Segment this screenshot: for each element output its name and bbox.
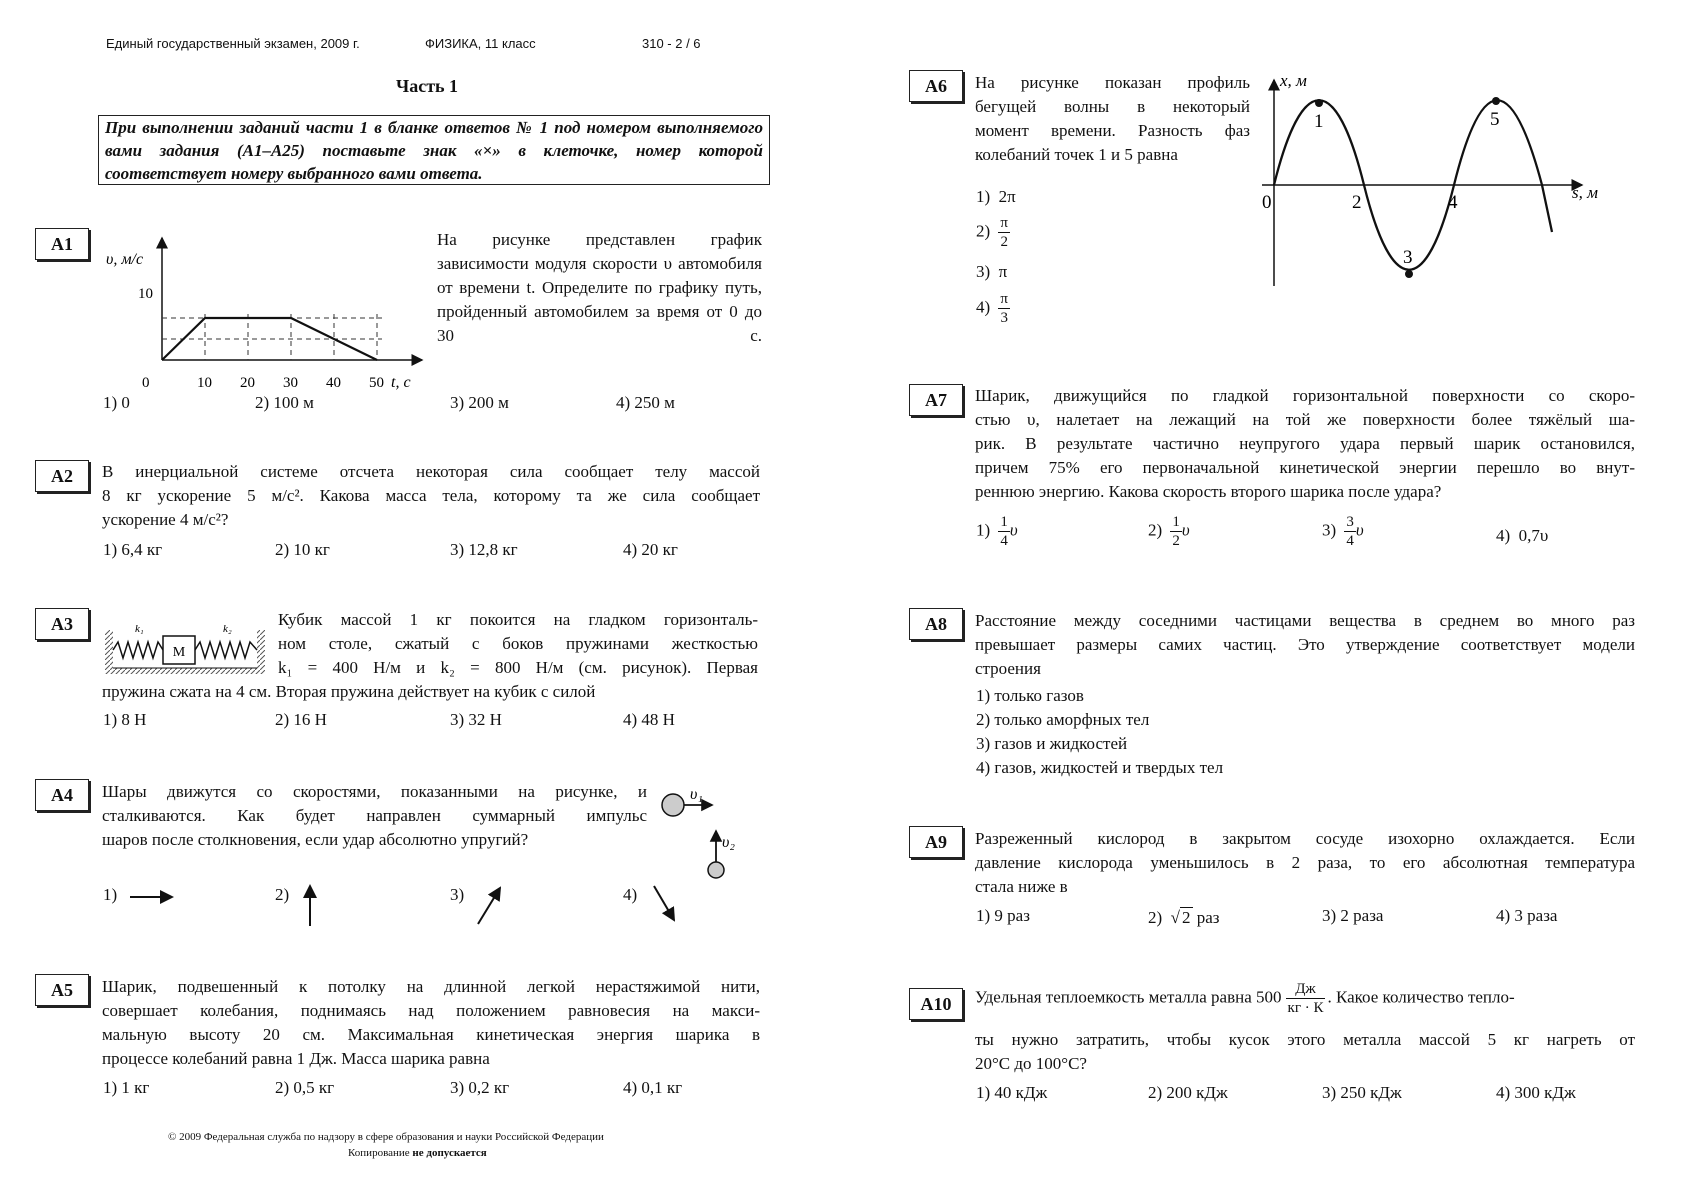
a7-option-1[interactable]: 1) $\frac{1}{4}$ υ [976, 514, 1018, 549]
instruction-box: При выполнении заданий части 1 в бланке ответов № 1 под номером выполняемого вами задания (А1–А25) поставьте знак «×» в клеточке, номер которой соответствует номеру выбранного вами ответа. [98, 115, 770, 185]
a4-line-3: шаров после столкновения, если удар абсолютно упругий? [102, 830, 529, 849]
a4-balls-figure [650, 775, 750, 885]
a10-line-2: ты нужно затратить, чтобы кусок этого металла массой 5 кг нагреть от [975, 1030, 1635, 1049]
a6-option-1[interactable]: 1) 2π [976, 187, 1016, 206]
part-title: Часть 1 [396, 76, 459, 96]
a5-option-3[interactable]: 3) 0,2 кг [450, 1078, 510, 1097]
a1-option-3[interactable]: 3) 200 м [450, 393, 509, 412]
a2-option-1[interactable]: 1) 6,4 кг [103, 540, 163, 559]
task-label-a5: A5 [35, 974, 89, 1006]
svg-text:2: 2 [1352, 192, 1362, 213]
svg-text:k₂: k₂ [223, 623, 232, 635]
a1-xtick-50: 50 [369, 375, 384, 391]
a10-line-3: 20°С до 100°С? [975, 1054, 1087, 1073]
a1-option-1[interactable]: 1) 0 [103, 393, 130, 412]
a3-line-4: пружина сжата на 4 см. Вторая пружина действует на кубик с силой [102, 682, 596, 701]
a10-option-3[interactable]: 3) 250 кДж [1322, 1083, 1402, 1102]
a6-line-1: На рисунке показан профиль [975, 73, 1250, 92]
a1-xtick-0: 0 [142, 375, 150, 391]
a7-option-3[interactable]: 3) $\frac{3}{4}$ υ [1322, 514, 1364, 549]
a8-option-4[interactable]: 4) газов, жидкостей и твердых тел [976, 758, 1224, 777]
task-label-a2: A2 [35, 460, 89, 492]
a6-line-4: колебаний точек 1 и 5 равна [975, 145, 1178, 164]
a2-line-1: В инерциальной системе отсчета некоторая сила сообщает телу массой [102, 462, 760, 481]
a3-option-3[interactable]: 3) 32 Н [450, 710, 502, 729]
a5-line-4: процессе колебаний равна 1 Дж. Масса шарика равна [102, 1049, 490, 1068]
a8-option-3[interactable]: 3) газов и жидкостей [976, 734, 1128, 753]
a9-line-1: Разреженный кислород в закрытом сосуде изохорно охлаждается. Если [975, 829, 1635, 848]
a2-option-4[interactable]: 4) 20 кг [623, 540, 678, 559]
footer-copying: Копирование не допускается [348, 1147, 487, 1159]
arrow-up-right-icon [474, 880, 514, 928]
a9-option-4[interactable]: 4) 3 раза [1496, 906, 1558, 925]
a3-line-2: ном столе, сжатый с боков пружинами жесткостью [278, 634, 758, 653]
task-label-a8: A8 [909, 608, 963, 640]
task-label-a3: A3 [35, 608, 89, 640]
a9-option-1[interactable]: 1) 9 раз [976, 906, 1030, 925]
a3-option-4[interactable]: 4) 48 Н [623, 710, 675, 729]
a1-velocity-chart [100, 230, 430, 395]
a3-spring-1 [113, 642, 163, 658]
a5-option-2[interactable]: 2) 0,5 кг [275, 1078, 335, 1097]
svg-text:υ₁: υ₁ [690, 786, 703, 803]
svg-text:1: 1 [1314, 111, 1324, 132]
a7-line-1: Шарик, движущийся по гладкой горизонтальной поверхности со скоро- [975, 386, 1635, 405]
arrow-up-icon [300, 880, 320, 928]
a4-line-2: сталкиваются. Как будет направлен суммарный импульс [102, 806, 647, 825]
svg-text:4: 4 [1448, 192, 1458, 213]
a10-option-1[interactable]: 1) 40 кДж [976, 1083, 1048, 1102]
header-exam: Единый государственный экзамен, 2009 г. [106, 36, 360, 51]
a2-option-3[interactable]: 3) 12,8 кг [450, 540, 518, 559]
a9-option-2[interactable]: 2) √ 2 раз [1148, 908, 1220, 927]
a6-option-4[interactable]: 4) $\frac{\pi}{3}$ [976, 291, 1008, 326]
a1-xtick-20: 20 [240, 375, 255, 391]
a6-option-2[interactable]: 2) $\frac{\pi}{2}$ [976, 215, 1008, 250]
a9-line-3: стала ниже в [975, 877, 1068, 896]
footer-copyright: © 2009 Федеральная служба по надзору в сфере образования и науки Российской Федерации [168, 1131, 604, 1143]
svg-text:3: 3 [1403, 247, 1413, 268]
a9-line-2: давление кислорода уменьшилось в 2 раза, то его абсолютная температура [975, 853, 1635, 872]
svg-text:0: 0 [1262, 192, 1272, 213]
svg-text:υ₂: υ₂ [722, 834, 735, 851]
arrow-down-right-icon [648, 880, 688, 928]
a3-line-3: k₁ = 400 Н/м и k₂ = 800 Н/м (см. рисунок). Первая [278, 658, 758, 677]
task-label-a4: A4 [35, 779, 89, 811]
task-label-a1: A1 [35, 228, 89, 260]
a2-option-2[interactable]: 2) 10 кг [275, 540, 330, 559]
a3-springs-figure [105, 620, 265, 675]
a1-xtick-40: 40 [326, 375, 341, 391]
a1-text: На рисунке представлен график зависимости модуля скорости υ автомобиля от времени t. Определите по графику путь, пройденный автомобилем за время от 0 до 30 с. [437, 230, 762, 345]
header-code: 310 - 2 / 6 [642, 36, 701, 51]
a3-spring-2 [195, 642, 257, 658]
a10-option-2[interactable]: 2) 200 кДж [1148, 1083, 1228, 1102]
a6-line-2: бегущей волны в некоторый [975, 97, 1250, 116]
a8-line-1: Расстояние между соседними частицами вещества в среднем во много раз [975, 611, 1635, 630]
a1-xtick-10: 10 [197, 375, 212, 391]
a6-line-3: момент времени. Разность фаз [975, 121, 1250, 140]
a7-option-2[interactable]: 2) $\frac{1}{2}$ υ [1148, 514, 1190, 549]
svg-text:s, м: s, м [1572, 183, 1598, 202]
a8-line-2: превышает размеры самих частиц. Это утверждение соответствует модели [975, 635, 1635, 654]
svg-text:5: 5 [1490, 109, 1500, 130]
a2-line-2: 8 кг ускорение 5 м/с². Какова масса тела, которому та же сила сообщает [102, 486, 760, 505]
a5-line-2: совершает колебания, поднимаясь над положением равновесия на макси- [102, 1001, 760, 1020]
task-label-a9: A9 [909, 826, 963, 858]
svg-text:k₁: k₁ [135, 623, 144, 635]
a4-line-1: Шары движутся со скоростями, показанными на рисунке, и [102, 782, 647, 801]
a1-xlabel: t, с [391, 374, 411, 391]
svg-text:M: M [172, 645, 186, 660]
a4-ball-1 [662, 794, 684, 816]
a3-option-2[interactable]: 2) 16 Н [275, 710, 327, 729]
header-subject: ФИЗИКА, 11 класс [425, 36, 536, 51]
a5-line-1: Шарик, подвешенный к потолку на длинной легкой нерастяжимой нити, [102, 977, 760, 996]
task-label-a7: A7 [909, 384, 963, 416]
a7-line-3: рик. В результате частично неупругого удара первый шарик остановился, [975, 434, 1635, 453]
a10-option-4[interactable]: 4) 300 кДж [1496, 1083, 1576, 1102]
a7-line-4: причем 75% его первоначальной кинетической энергии перешло во внут- [975, 458, 1635, 477]
a4-option-3[interactable]: 3) [450, 885, 465, 904]
a4-option-4[interactable]: 4) [623, 885, 638, 904]
a1-option-2[interactable]: 2) 100 м [255, 393, 314, 412]
svg-text:x, м: x, м [1280, 71, 1307, 90]
a4-ball-2 [708, 862, 724, 878]
a10-line-1: Удельная теплоемкость металла равна 500 $\frac{Дж}{кг \cdot К}$ . Какое количество тепло- [975, 981, 1515, 1016]
a6-option-3[interactable]: 3) π [976, 262, 1008, 281]
a8-option-2[interactable]: 2) только аморфных тел [976, 710, 1150, 729]
a3-line-1: Кубик массой 1 кг покоится на гладком горизонталь- [278, 610, 758, 629]
task-label-a6: A6 [909, 70, 963, 102]
a8-line-3: строения [975, 659, 1041, 678]
a6-wave-figure [1250, 66, 1620, 292]
a5-option-4[interactable]: 4) 0,1 кг [623, 1078, 683, 1097]
a7-option-4[interactable]: 4) 0,7υ [1496, 526, 1549, 545]
a4-option-1[interactable]: 1) [103, 885, 118, 904]
a7-line-2: стью υ, налетает на лежащий на той же поверхности более тяжёлый ша- [975, 410, 1635, 429]
a5-line-3: мальную высоту 20 см. Максимальная кинетическая энергия шарика в [102, 1025, 760, 1044]
a9-option-3[interactable]: 3) 2 раза [1322, 906, 1384, 925]
a1-ylabel: υ, м/с [106, 251, 144, 268]
a1-xtick-30: 30 [283, 375, 298, 391]
a4-option-2[interactable]: 2) [275, 885, 290, 904]
a2-line-3: ускорение 4 м/с²? [102, 510, 229, 529]
a1-option-4[interactable]: 4) 250 м [616, 393, 675, 412]
a8-option-1[interactable]: 1) только газов [976, 686, 1084, 705]
a1-ytick-10: 10 [138, 286, 153, 302]
arrow-right-icon [128, 885, 178, 909]
a7-line-5: реннюю энергию. Какова скорость второго шарика после удара? [975, 482, 1442, 501]
a3-option-1[interactable]: 1) 8 Н [103, 710, 147, 729]
task-label-a10: A10 [909, 988, 963, 1020]
a5-option-1[interactable]: 1) 1 кг [103, 1078, 150, 1097]
